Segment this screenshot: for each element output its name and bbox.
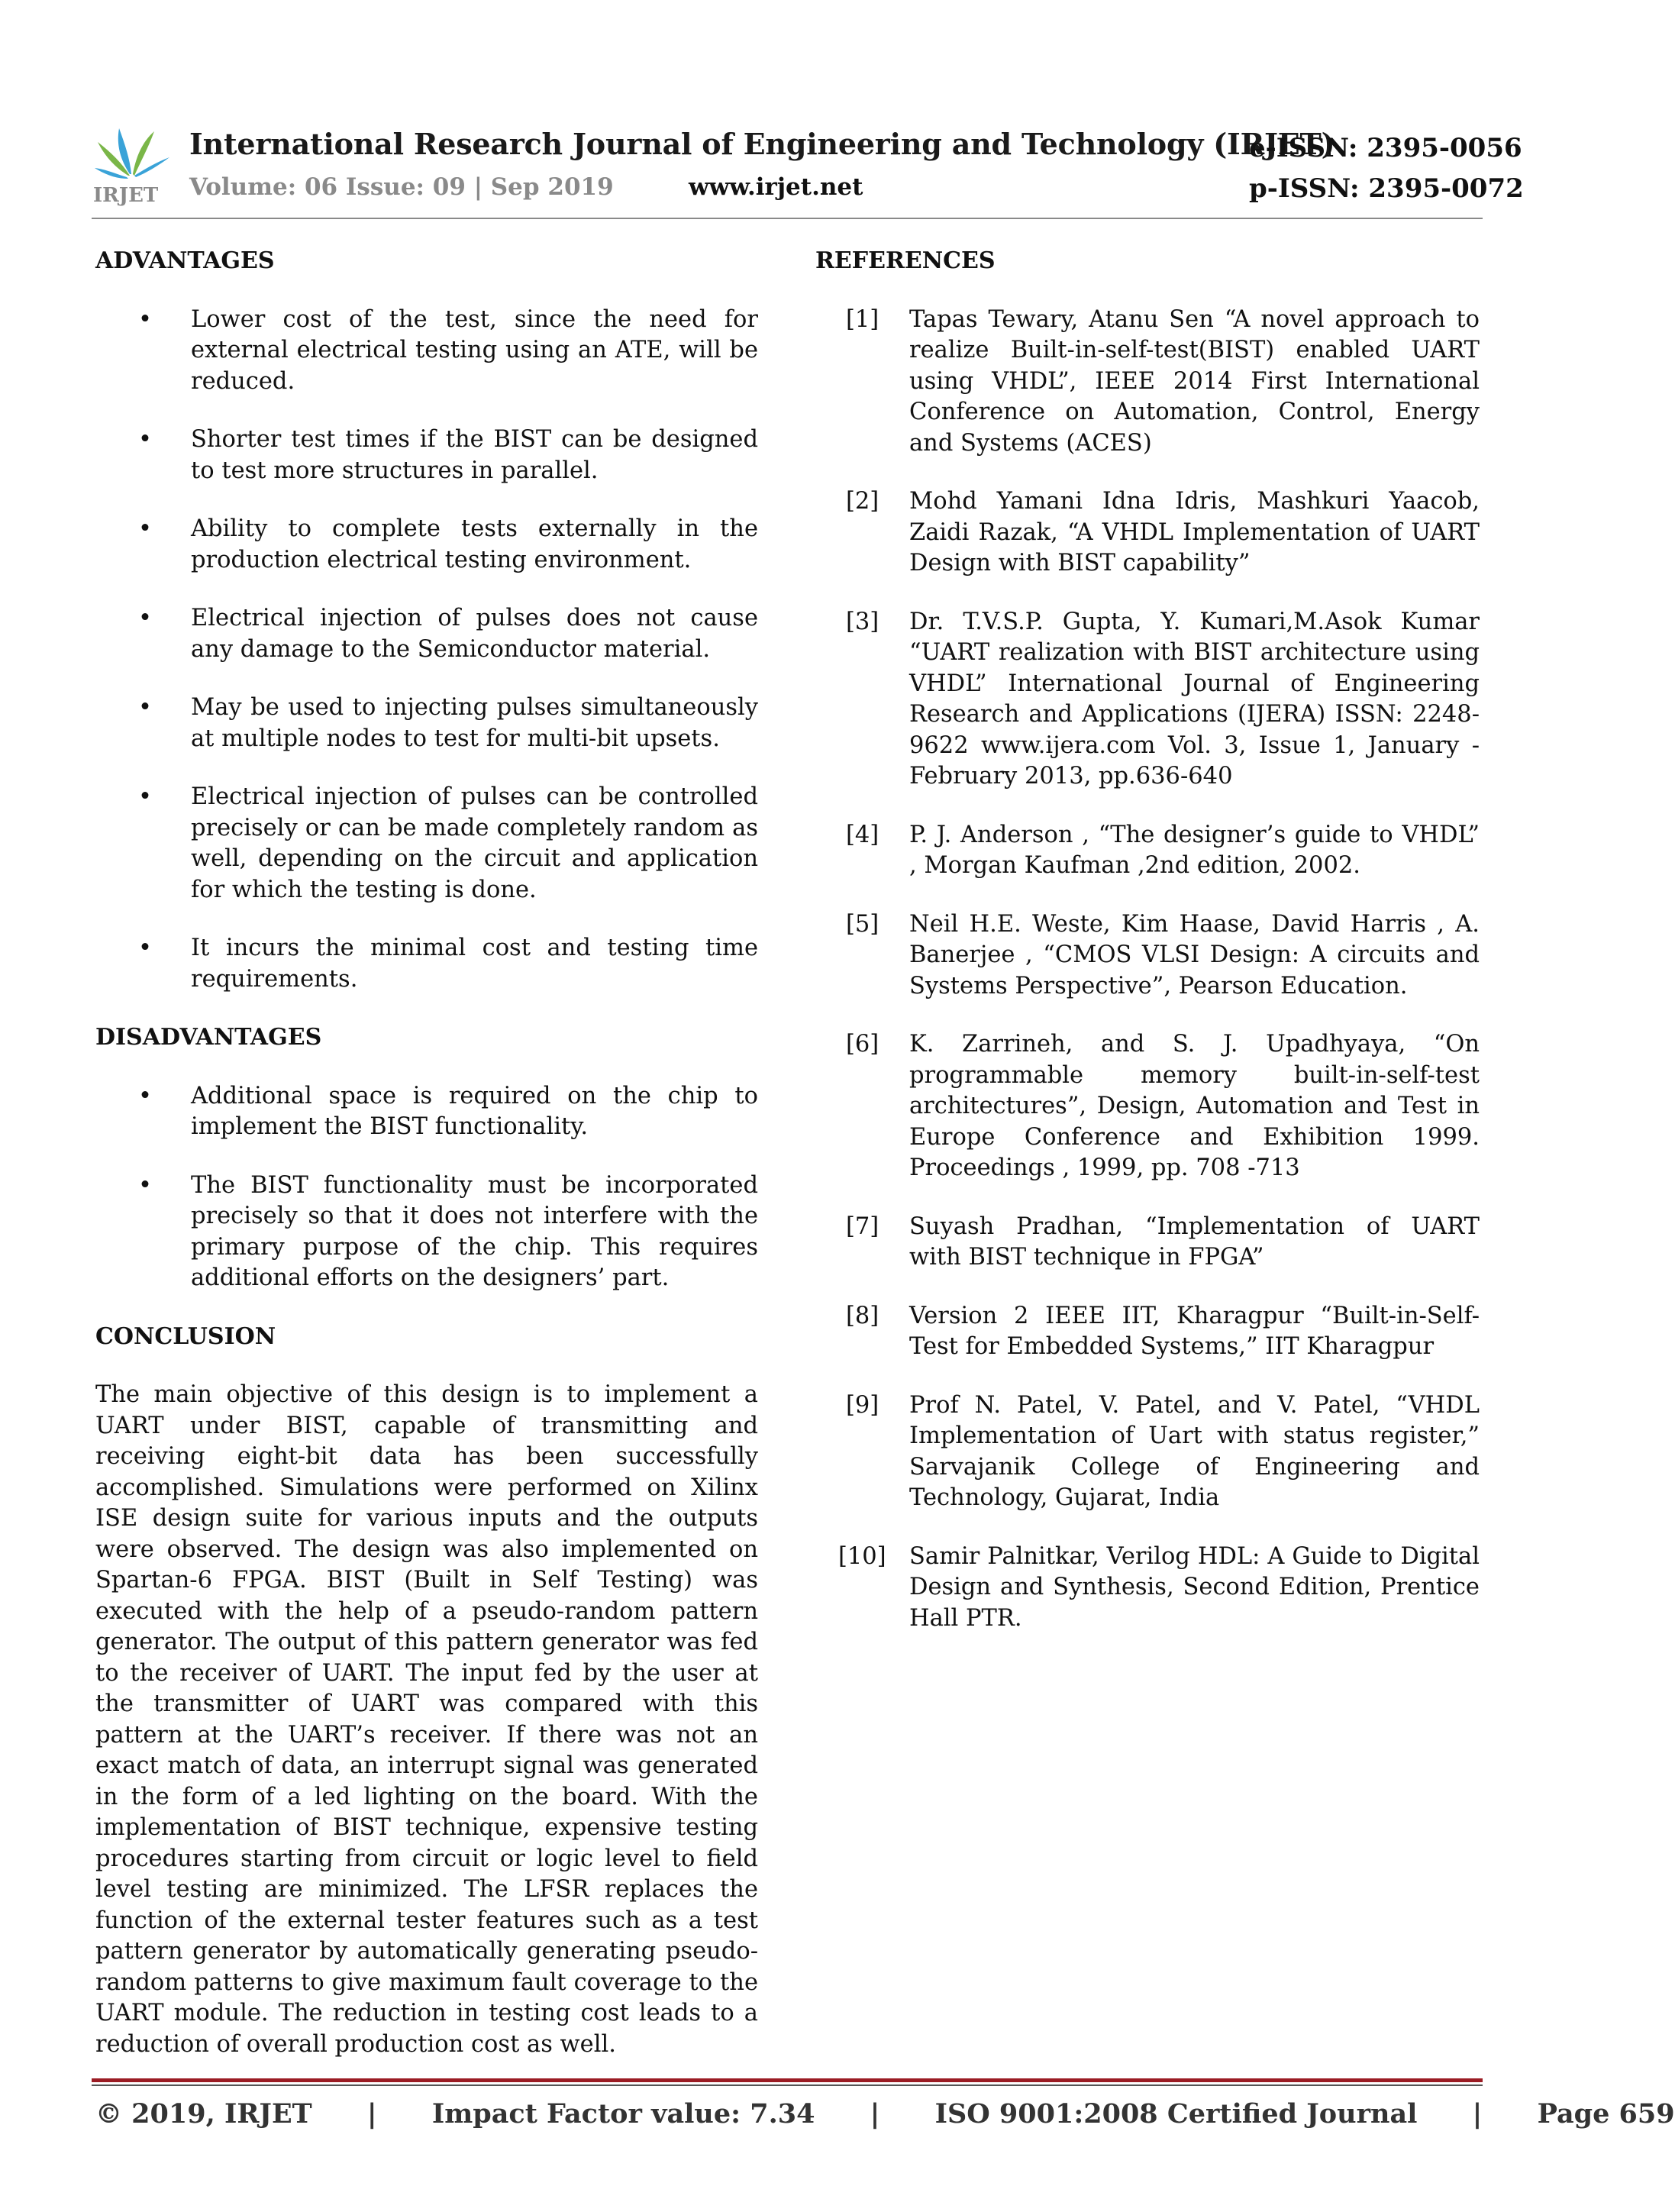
- footer-divider-accent: [92, 2078, 1483, 2082]
- list-item: [95, 782, 758, 906]
- reference-text: Prof N. Patel, V. Patel, and V. Patel, “VHDL Implementation of Uart with status register,” Sarvajanik College of Engineering and Technology, Gujarat, India: [909, 1391, 1480, 1511]
- list-item: [95, 305, 758, 398]
- bullet-icon: •: [138, 515, 152, 542]
- reference-text: Mohd Yamani Idna Idris, Mashkuri Yaacob, Zaidi Razak, “A VHDL Implementation of UART Design with BIST capability”: [909, 488, 1480, 576]
- list-item-text: Lower cost of the test, since the need for external electrical testing using an ATE, will be reduced.: [191, 305, 758, 395]
- reference-number: [8]: [846, 1302, 879, 1329]
- reference-item: [815, 1301, 1480, 1363]
- header-divider: [92, 218, 1483, 219]
- reference-number: [9]: [846, 1391, 879, 1419]
- reference-item: [815, 1029, 1480, 1184]
- reference-number: [6]: [846, 1031, 879, 1058]
- reference-text: Suyash Pradhan, “Implementation of UART with BIST technique in FPGA”: [909, 1213, 1480, 1271]
- list-item: [95, 425, 758, 486]
- journal-title: International Research Journal of Engineering and Technology (IRJET): [189, 127, 1335, 161]
- reference-item: [815, 607, 1480, 793]
- list-item: [95, 1081, 758, 1143]
- reference-text: K. Zarrineh, and S. J. Upadhyaya, “On programmable memory built-in-self-test architectures”, Design, Automation and Test in Europe Conference and Exhibition 1999. Proceedings , 1999, pp. 708 -713: [909, 1031, 1480, 1181]
- reference-number: [1]: [846, 305, 879, 333]
- reference-text: Dr. T.V.S.P. Gupta, Y. Kumari,M.Asok Kumar “UART realization with BIST architecture using VHDL” International Journal of Engineering Research and Applications (IJERA) ISSN: 2248-9622 www.ijera.com Vol. 3, Issue 1, January -February 2013, pp.636-640: [909, 608, 1480, 790]
- advantages-heading: ADVANTAGES: [95, 247, 275, 274]
- reference-item: [815, 1390, 1480, 1514]
- list-item-text: May be used to injecting pulses simultaneously at multiple nodes to test for multi-bit upsets.: [191, 694, 758, 752]
- list-item-text: It incurs the minimal cost and testing time requirements.: [191, 935, 758, 993]
- disadvantages-heading: DISADVANTAGES: [95, 1024, 322, 1051]
- reference-number: [4]: [846, 821, 879, 848]
- reference-text: Neil H.E. Weste, Kim Haase, David Harris , A. Banerjee , “CMOS VLSI Design: A circuits and Systems Perspective”, Pearson Education.: [909, 910, 1480, 999]
- logo-text: IRJET: [93, 184, 159, 207]
- list-item: [95, 1171, 758, 1294]
- footer-divider: [92, 2084, 1483, 2086]
- footer-separator: |: [870, 2098, 880, 2130]
- list-item-text: Shorter test times if the BIST can be designed to test more structures in parallel.: [191, 426, 758, 484]
- reference-text: Tapas Tewary, Atanu Sen “A novel approach to realize Built-in-self-test(BIST) enabled UART using VHDL”, IEEE 2014 First International Conference on Automation, Control, Energy and Systems (ACES): [909, 305, 1480, 457]
- reference-number: [7]: [846, 1213, 879, 1240]
- reference-number: [10]: [838, 1542, 886, 1570]
- pissn: p-ISSN: 2395-0072: [1249, 173, 1524, 204]
- list-item-text: Electrical injection of pulses does not cause any damage to the Semiconductor material.: [191, 605, 758, 663]
- right-column: [815, 246, 1480, 1661]
- references-list: [815, 305, 1480, 1635]
- list-item-text: Electrical injection of pulses can be controlled precisely or can be made completely random as well, depending on the circuit and application for which the testing is done.: [191, 783, 758, 903]
- reference-item: [815, 486, 1480, 580]
- list-item: [95, 603, 758, 665]
- reference-number: [3]: [846, 608, 879, 635]
- bullet-icon: •: [138, 694, 152, 721]
- footer-impact-factor: Impact Factor value: 7.34: [431, 2098, 815, 2130]
- list-item: [95, 514, 758, 576]
- reference-text: P. J. Anderson , “The designer’s guide to VHDL” , Morgan Kaufman ,2nd edition, 2002.: [909, 821, 1480, 879]
- footer-separator: |: [1472, 2098, 1483, 2130]
- conclusion-heading: CONCLUSION: [95, 1322, 276, 1350]
- bullet-icon: •: [138, 783, 152, 810]
- references-heading: REFERENCES: [815, 247, 996, 274]
- page-header: [0, 0, 1564, 229]
- reference-item: [815, 1212, 1480, 1274]
- bullet-icon: •: [138, 935, 152, 961]
- reference-item: [815, 1542, 1480, 1635]
- bullet-icon: •: [138, 426, 152, 453]
- advantages-list: [95, 305, 758, 996]
- reference-number: [2]: [846, 488, 879, 515]
- reference-text: Samir Palnitkar, Verilog HDL: A Guide to Digital Design and Synthesis, Second Edition, Prentice Hall PTR.: [909, 1542, 1480, 1632]
- volume-issue: Volume: 06 Issue: 09 | Sep 2019: [189, 173, 614, 201]
- list-item: [95, 693, 758, 754]
- bullet-icon: •: [138, 605, 152, 631]
- reference-item: [815, 305, 1480, 460]
- reference-number: [5]: [846, 910, 879, 938]
- bullet-icon: •: [138, 1082, 152, 1109]
- website-link[interactable]: www.irjet.net: [689, 173, 863, 201]
- list-item-text: Ability to complete tests externally in the production electrical testing environment.: [191, 515, 758, 573]
- reference-item: [815, 820, 1480, 882]
- page-footer: [95, 2098, 1675, 2130]
- reference-text: Version 2 IEEE IIT, Kharagpur “Built-in-Self-Test for Embedded Systems,” IIT Kharagpur: [909, 1302, 1480, 1360]
- conclusion-paragraph: The main objective of this design is to implement a UART under BIST, capable of transmitting and receiving eight-bit data has been successfully accomplished. Simulations were performed on Xilinx ISE design suite for various inputs and the outputs were observed. The design was also implemented on Spartan-6 FPGA. BIST (Built in Self Testing) was executed with the help of a pseudo-random pattern generator. The output of this pattern generator was fed to the receiver of UART. The input fed by the user at the transmitter of UART was compared with this pattern at the UART’s receiver. If there was not an exact match of data, an interrupt signal was generated in the form of a led lighting on the board. With the implementation of BIST technique, expensive testing procedures starting from circuit or logic level to field level testing are minimized. The LFSR replaces the function of the external tester features such as a test pattern generator by automatically generating pseudo-random patterns to give maximum fault coverage to the UART module. The reduction in testing cost leads to a reduction of overall production cost as well.: [95, 1381, 758, 2058]
- reference-item: [815, 909, 1480, 1003]
- list-item: [95, 933, 758, 995]
- list-item-text: The BIST functionality must be incorporated precisely so that it does not interfere with the primary purpose of the chip. This requires additional efforts on the designers’ part.: [191, 1171, 758, 1291]
- footer-page-number: Page 659: [1537, 2098, 1675, 2130]
- list-item-text: Additional space is required on the chip to implement the BIST functionality.: [191, 1082, 758, 1140]
- bullet-icon: •: [138, 305, 152, 333]
- bullet-icon: •: [138, 1171, 152, 1199]
- eissn: e-ISSN: 2395-0056: [1249, 133, 1522, 163]
- irjet-logo-icon: [90, 115, 174, 206]
- left-column: [95, 246, 758, 2060]
- disadvantages-list: [95, 1081, 758, 1294]
- footer-separator: |: [366, 2098, 377, 2130]
- footer-copyright: © 2019, IRJET: [95, 2098, 312, 2130]
- footer-iso: ISO 9001:2008 Certified Journal: [934, 2098, 1418, 2130]
